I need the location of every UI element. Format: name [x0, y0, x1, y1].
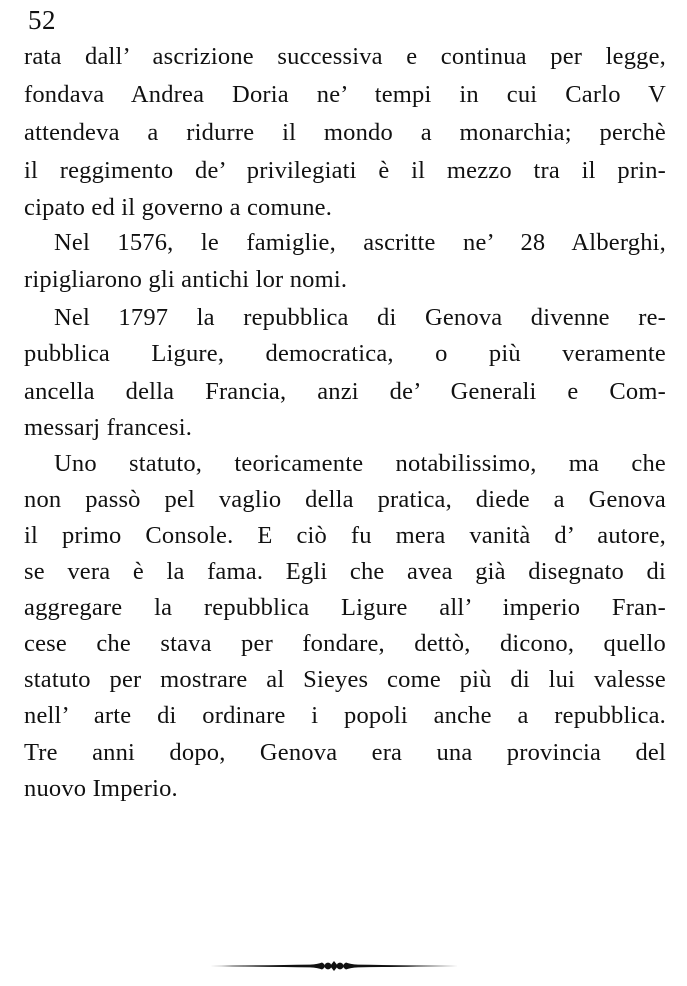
text-line: Nel 1797 la repubblica di Genova divenne re- — [54, 304, 666, 331]
text-line: Nel 1576, le famiglie, ascritte ne’ 28 Alberghi, — [54, 229, 666, 256]
text-line: nell’ arte di ordinare i popoli anche a repubblica. — [24, 702, 666, 729]
text-line: Uno statuto, teoricamente notabilissimo, ma che — [54, 450, 666, 477]
text-line: se vera è la fama. Egli che avea già disegnato di — [24, 558, 666, 585]
text-line: ancella della Francia, anzi de’ Generali e Com- — [24, 378, 666, 405]
text-line: nuovo Imperio. — [24, 775, 178, 802]
text-line: il reggimento de’ privilegiati è il mezzo tra il prin- — [24, 157, 666, 184]
text-line: cipato ed il governo a comune. — [24, 194, 333, 221]
text-line: statuto per mostrare al Sieyes come più di lui valesse — [24, 666, 666, 693]
text-line: messarj francesi. — [24, 414, 193, 441]
text-line: Tre anni dopo, Genova era una provincia del — [24, 739, 666, 766]
text-line: pubblica Ligure, democratica, o più veramente — [24, 340, 666, 367]
text-line: non passò pel vaglio della pratica, diede a Genova — [24, 486, 666, 513]
ornament-divider — [210, 958, 458, 974]
text-line: attendeva a ridurre il mondo a monarchia; perchè — [24, 119, 666, 146]
text-line: il primo Console. E ciò fu mera vanità d’ autore, — [24, 522, 666, 549]
text-line: rata dall’ ascrizione successiva e continua per legge, — [24, 43, 666, 70]
page-number: 52 — [28, 5, 56, 35]
text-line: ripigliarono gli antichi lor nomi. — [24, 266, 348, 293]
text-line: fondava Andrea Doria ne’ tempi in cui Carlo V — [24, 81, 666, 108]
text-line: aggregare la repubblica Ligure all’ imperio Fran- — [24, 594, 666, 621]
text-line: cese che stava per fondare, dettò, dicono, quello — [24, 630, 666, 657]
